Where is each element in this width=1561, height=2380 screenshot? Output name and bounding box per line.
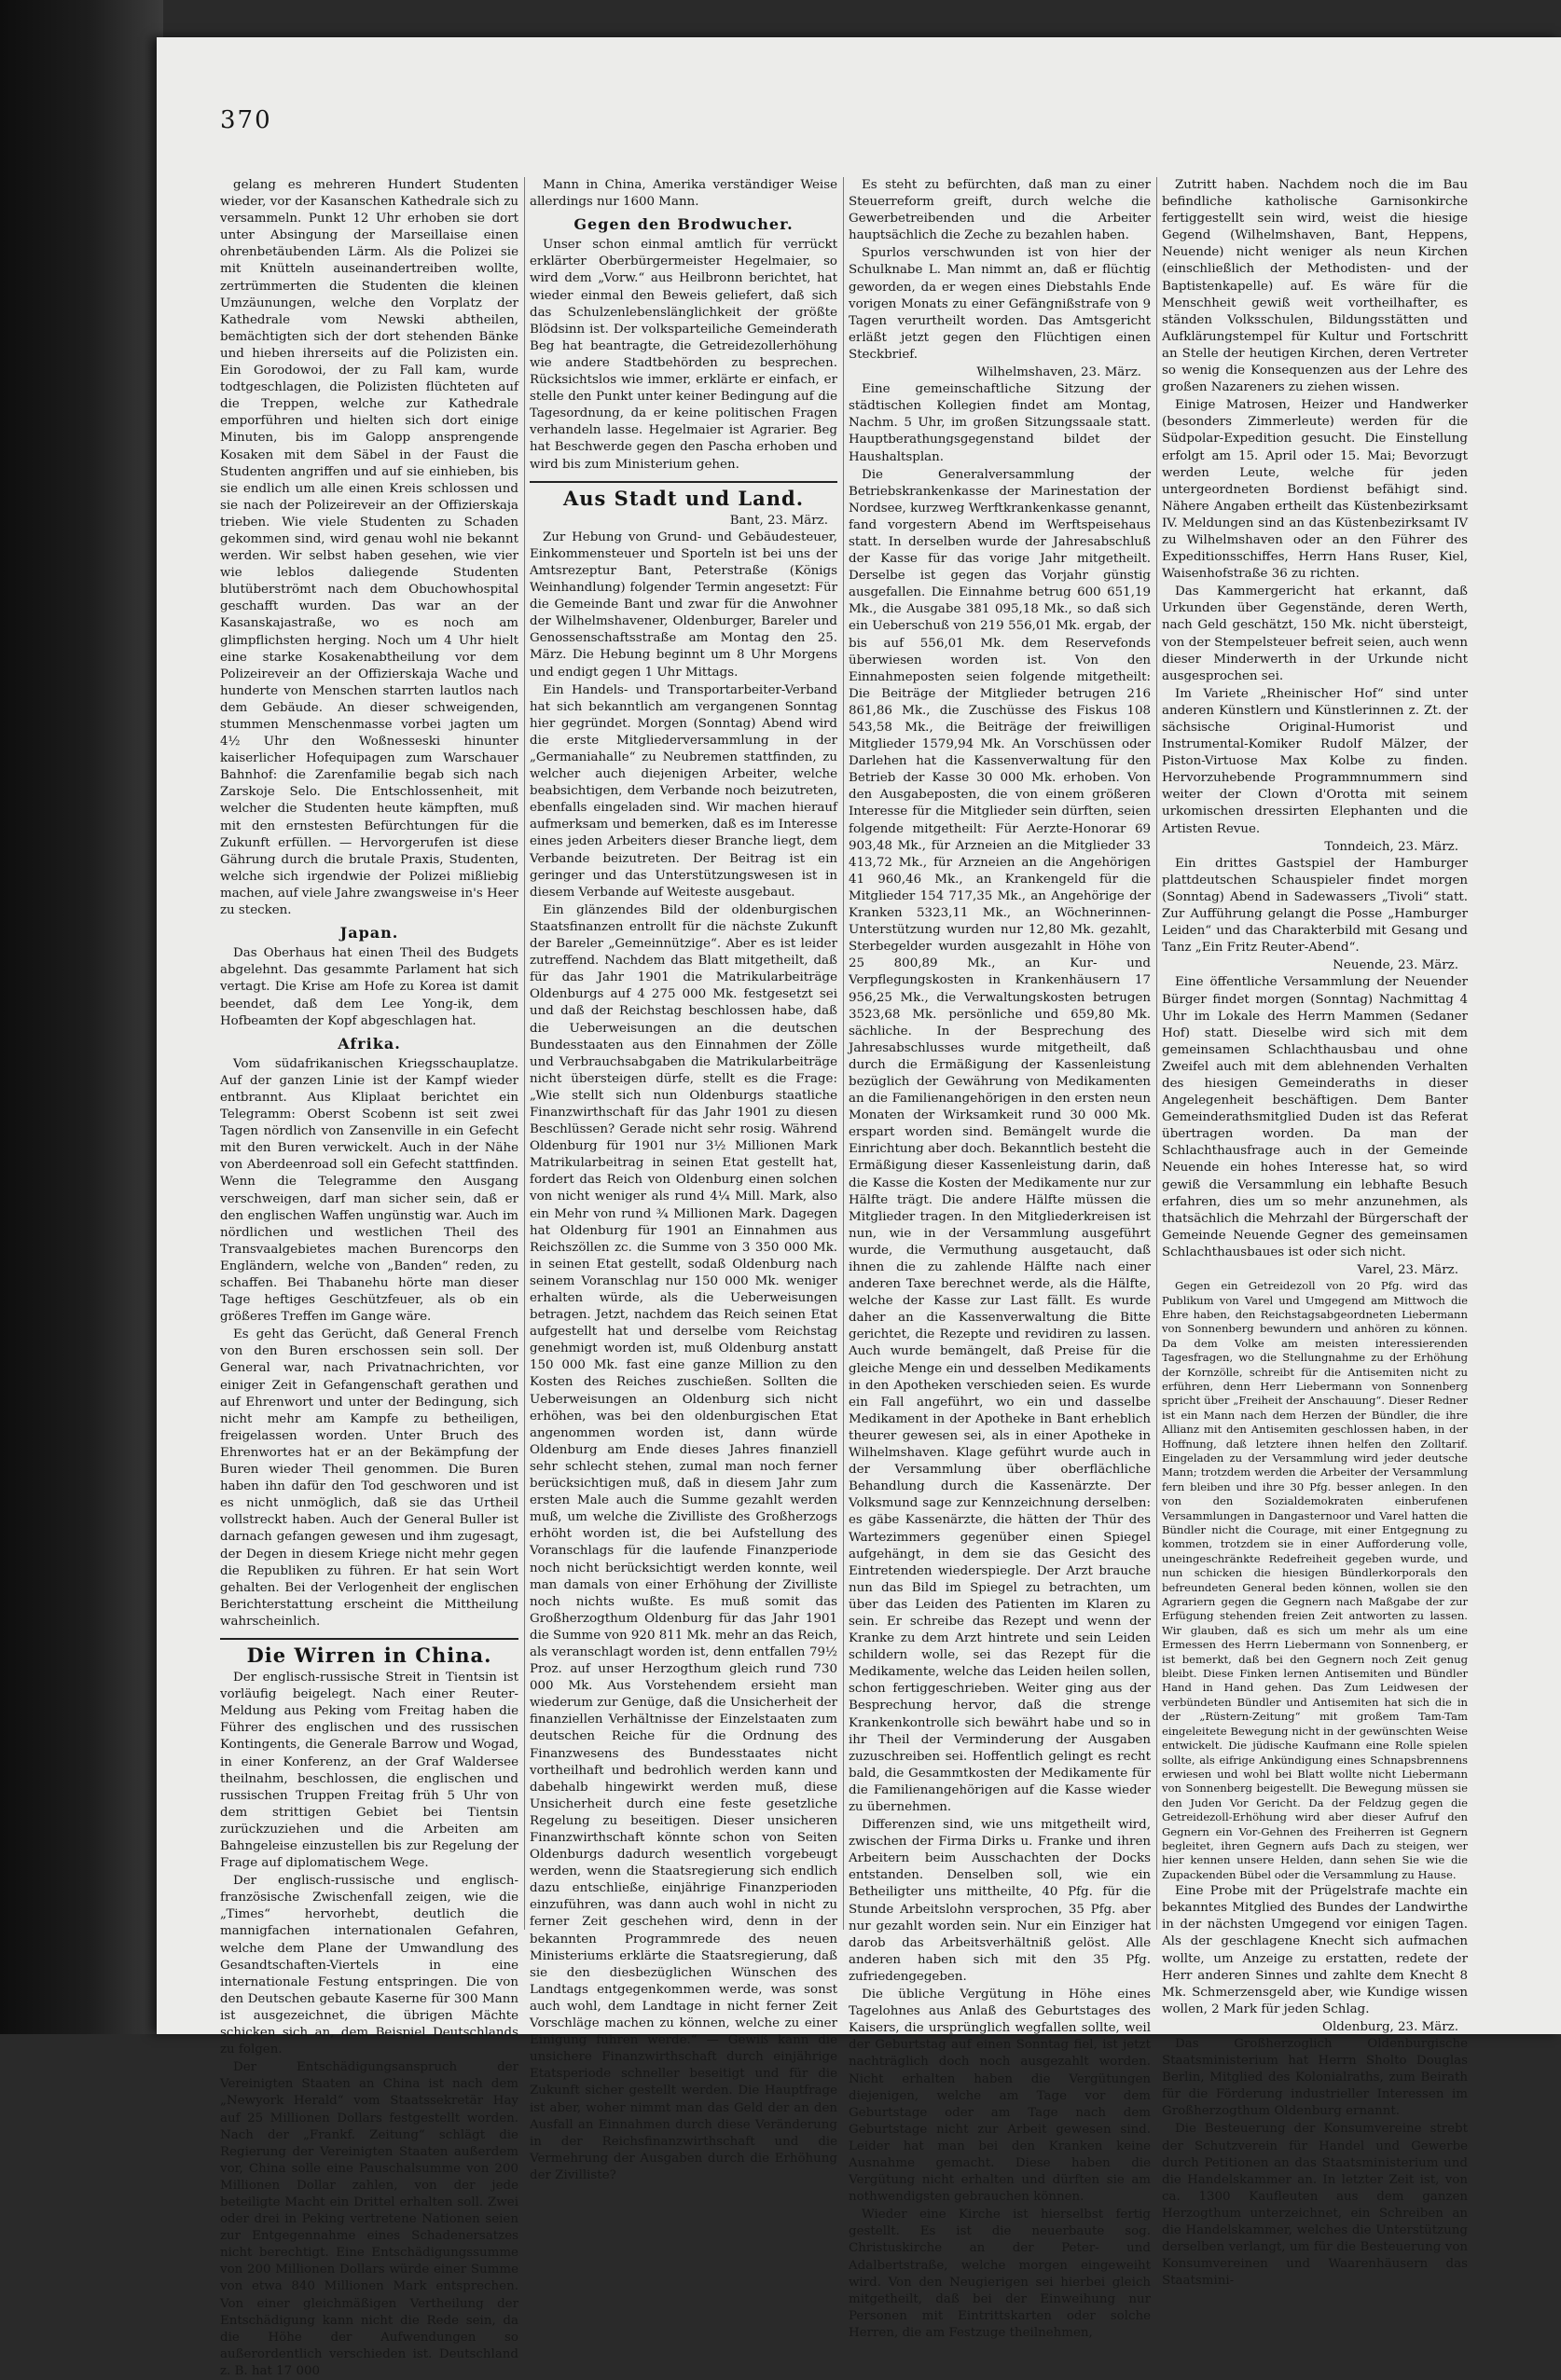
column-4 bbox=[1162, 177, 1468, 2289]
section-heading-japan: Japan. bbox=[339, 924, 399, 942]
column-rule bbox=[843, 177, 844, 1930]
section-heading-brodwucher: Gegen den Brodwucher. bbox=[573, 215, 794, 234]
page-number: 370 bbox=[220, 106, 272, 134]
article-paragraph: Die Besteuerung der Konsumvereine strebt der Schutzverein für Handel und Gewerbe durch Petitionen an das Staatsministerium und die Handelskammer an. In letzter Zeit ist, von ca. 1300 Kaufleuten aus dem ganzen Herzogthum unterzeichnet, ein Schreiben an die Handelskammer, welches die Unterstützung derselben verlangt, um für die Besteuerung von Konsumvereinen und Waarenhäusern das Staatsmini- bbox=[1162, 2122, 1468, 2289]
article-paragraph: Gegen ein Getreidezoll von 20 Pfg. wird das Publikum von Varel und Umgegend am Mittwoch die Ehre haben, den Reichstagsabgeordneten Liebermann von Sonnenberg bewundern und anhören zu können. Da dem Volke am meisten interessierenden Tagesfragen, wo die Stellungnahme zu der Erhöhung der Kornzölle, schreibt für die Antisemiten nicht zu erführen, denn Herr Liebermann von Sonnenberg spricht über „Freiheit der Anschauung“. Dieser Redner ist ein Mann nach dem Herzen der Bündler, die ihre Allianz mit den Antisemiten geschlossen haben, in der Hoffnung, daß letztere ihnen helfen den Zolltarif. Eingeladen zu der Versammlung wird jeder deutsche Mann; trotzdem werden die Arbeiter der Versammlung fern bleiben und ihre 30 Pfg. besser anlegen. In den von den Sozialdemokraten einberufenen Versammlungen in Dangasternoor und Varel hatten die Bündler nicht die Courage, mit einer Entgegnung zu kommen, trotzdem sie in einer Aufforderung volle, uneingeschränkte Redefreiheit gegeben wurde, und nun schicken die hiesigen Bündlerkorporals den befreundeten General beden können, wollen sie den Agrariern gegen die Gegnern nach Maßgabe der zur Erfügung stehenden freien Zeit antworten zu lassen. Wir glauben, daß es sich um mehr als um eine Ermessen des Herrn Liebermann von Sonnenberg, er ist bemerkt, daß bei den Gegnern noch Zeit genug bleibt. Diese Finken lernen Antisemiten und Bündler Hand in Hand gehen. Das Zum Leidwesen der verbündeten Bündler und Antisemiten hat sich die in der „Rüstern-Zeitung“ mit großem Tam-Tam eingeleitete Bewegung nicht in der gewünschten Weise entwickelt. Die jüdische Kaufmann eine Rolle spielen sollte, als eifrige Ankündigung eines Schnapsbrennens erwiesen und wohl bei Blatt wollte nicht Liebermann von Sonnenberg beigestellt. Die Bewegung müssen sie den Juden Vor Gericht. Da der Feldzug gegen die Getreidezoll-Erhöhung wird aber dieser Aufruf den Gegnern ein Vor-Gehnen des Freiherren ist Gegnern begleitet, ihren Gegnern aufs Dach zu steigen, wer hier kennen unsere Helden, dann sehen Sie wie die Zupackenden Bübel oder die Versammlung zu Hause. bbox=[1162, 1279, 1468, 1881]
column-1 bbox=[220, 177, 518, 2378]
article-paragraph: Im Variete „Rheinischer Hof“ sind unter anderen Künstlern und Künstlerinnen z. Zt. der sächsische Original-Humorist und Instrumental-Komiker Rudolf Mälzer, der Piston-Virtuose Max Kolbe zu finden. Hervorzuhebende Programmnummern sind weiter der Clown d'Orotta mit seinem urkomischen dressirten Elephanten und die Artisten Revue. bbox=[1162, 686, 1468, 836]
column-2 bbox=[530, 177, 838, 2182]
article-paragraph: Spurlos verschwunden ist von hier der Schulknabe L. Man nimmt an, daß er flüchtig geworden, da er wegen eines Diebstahls Ende vorigen Monats zu einer Gefängnißstrafe von 9 Tagen verurtheilt worden. Das Amtsgericht erläßt jetzt gegen den Flüchtigen einen Steckbrief. bbox=[849, 246, 1151, 362]
dateline: Oldenburg, 23. März. bbox=[1321, 2019, 1458, 2034]
article-paragraph: Vom südafrikanischen Kriegsschauplatze. Auf der ganzen Linie ist der Kampf wieder entbrannt. Aus Kliplaat berichtet ein Telegramm: Oberst Scobenn ist seit zwei Tagen nördlich von Zansenville in ein Gefecht mit den Buren verwickelt. Auch in der Nähe von Aberdeenroad soll ein Gefecht stattfinden. Wenn die Telegramme den Ausgang verschweigen, darf man sicher sein, daß er den englischen Waffen ungünstig war. Auch im nördlichen und westlichen Theil des Transvaalgebietes machen Burencorps den Engländern, welche von „Banden“ reden, zu schaffen. Bei Thabanehu hörte man dieser Tage heftiges Geschützfeuer, als ob ein größeres Treffen im Gange wäre. bbox=[220, 1056, 518, 1325]
article-paragraph: Eine Probe mit der Prügelstrafe machte ein bekanntes Mitglied des Bundes der Landwirthe in der nächsten Umgegend vor einigen Tagen. Als der geschlagene Knecht sich aufmachen wollte, um Anzeige zu erstatten, redete der Herr anderen Sinnes und zahlte dem Knecht 8 Mk. Schmerzensgeld aber, wie Kundige wissen wollen, 2 Mark für jeden Schlag. bbox=[1162, 1884, 1468, 2016]
article-paragraph: Eine gemeinschaftliche Sitzung der städtischen Kollegien findet am Montag, Nachm. 5 Uhr, im großen Sitzungssaale statt. Hauptberathungsgegenstand bildet der Haushaltsplan. bbox=[849, 382, 1151, 464]
column-rule bbox=[1156, 177, 1157, 1930]
article-paragraph: Einige Matrosen, Heizer und Handwerker (besonders Zimmerleute) werden für die Südpolar-Expedition gesucht. Die Einstellung erfolgt am 15. April oder 15. Mai; Bevorzugt werden Leute, welche für jeden untergeordneten Bordienst befähigt sind. Nähere Angaben ertheilt das Küstenbezirksamt IV. Meldungen sind an das Küstenbezirksamt IV zu Wilhelmshaven oder an den Führer des Expeditionsschiffes, Herrn Hans Ruser, Kiel, Waisenhofstraße 36 zu richten. bbox=[1162, 398, 1468, 582]
dateline: Wilhelmshaven, 23. März. bbox=[976, 365, 1141, 380]
article-paragraph: Das Großherzoglich Oldenburgische Staatsministerium hat Herrn Sholto Douglas Berlin, Mitglied des Kolonialraths, zum Beirath für die Förderung industrieller Interessen im Großherzogthum Oldenburg ernannt. bbox=[1162, 2037, 1468, 2119]
newspaper-page bbox=[157, 37, 1561, 2378]
article-paragraph: Der englisch-russische und englisch-französische Zwischenfall zeigen, wie die „Times“ hervorhebt, deutlich die mannigfachen internationalen Gefahren, welche dem Plane der Umwandlung des Gesandtschaften-Viertels in eine internationale Festung entspringen. Die von den Deutschen gebaute Kaserne für 300 Mann ist ausgezeichnet, die übrigen Mächte schicken sich an, dem Beispiel Deutschlands zu folgen. bbox=[220, 1874, 518, 2057]
article-paragraph: Es steht zu befürchten, daß man zu einer Steuerreform greift, durch welche die Gewerbetreibenden und die Arbeiter hauptsächlich die Zeche zu bezahlen haben. bbox=[849, 178, 1151, 243]
dateline: Tonndeich, 23. März. bbox=[1324, 839, 1458, 854]
article-paragraph: Differenzen sind, wie uns mitgetheilt wird, zwischen der Firma Dirks u. Franke und ihren Arbeitern beim Ausschachten der Docks entstanden. Denselben soll, wie ein Betheiligter uns mittheilte, 40 Pfg. für die Stunde Arbeitslohn versprochen, 35 Pfg. aber nur gezahlt worden sein. Nur ein Einziger hat darob das Arbeitsverhältniß gelöst. Alle anderen haben sich mit den 35 Pfg. zufriedengegeben. bbox=[849, 1818, 1151, 1984]
dateline: Bant, 23. März. bbox=[729, 513, 828, 528]
article-paragraph: Die übliche Vergütung in Höhe eines Tagelohnes aus Anlaß des Geburtstages des Kaisers, die ursprünglich wegfallen sollte, weil der Geburtstag auf einen Sonntag fiel, ist jetzt nachträglich doch noch ausgezahlt worden. Nicht erhalten haben die Vergütungen diejenigen, welche am Tage vor dem Geburtstage oder am Tage nach dem Geburtstage nicht zur Arbeit gewesen sind. Leider hat man bei den Kranken keine Ausnahme gemacht. Diese haben die Vergütung nicht erhalten und dürften sie am nothwendigsten gebrauchen können. bbox=[849, 1988, 1151, 2205]
article-paragraph: Unser schon einmal amtlich für verrückt erklärter Oberbürgermeister Hegelmaier, so wird dem „Vorw.“ aus Heilbronn berichtet, hat wieder einmal den Beweis geliefert, daß sich das Schulzenlebenslänglichkeit der größte Blödsinn ist. Der volksparteiliche Gemeinderath Beg hat beantragte, die Getreidezollerhöhung wie andere Stadtbehörden zu besprechen. Rücksichtslos wie immer, erklärte er einfach, er stelle den Punkt unter keiner Bedingung auf die Tagesordnung, da er keine politischen Fragen verhandeln lasse. Hegelmaier ist Agrarier. Beg hat Beschwerde gegen den Pascha erhoben und wird bis zum Ministerium gehen. bbox=[530, 238, 837, 472]
article-paragraph: Wieder eine Kirche ist hierselbst fertig gestellt. Es ist die neuerbaute sog. Christuskirche an der Peter- und Adalbertstraße, welche morgen eingeweiht wird. Von den Neugierigen sei hierbei gleich mitgetheilt, daß bei der Einweihung nur Personen mit Eintrittskarten oder solche Herren, die am Festzuge theilnehmen, bbox=[849, 2208, 1151, 2340]
article-paragraph: Das Oberhaus hat einen Theil des Budgets abgelehnt. Das gesammte Parlament hat sich vertagt. Die Krise am Hofe zu Korea ist damit beendet, daß dem Lee Yong-ik, dem Hofbeamten der Kopf abgeschlagen hat. bbox=[220, 946, 518, 1028]
article-paragraph: Der englisch-russische Streit in Tientsin ist vorläufig beigelegt. Nach einer Reuter-Meldung aus Peking vom Freitag haben die Führer des englischen und des russischen Kontingents, die Generale Barrow und Wogad, in einer Konferenz, an der Graf Waldersee theilnahm, beschlossen, die englischen und russischen Truppen Freitag früh 5 Uhr von dem strittigen Gebiet bei Tientsin zurückzuziehen und die Arbeiten am Bahngeleise einzustellen bis zur Regelung der Frage auf diplomatischem Wege. bbox=[220, 1671, 518, 1871]
column-3 bbox=[849, 177, 1151, 2340]
article-paragraph: Zur Hebung von Grund- und Gebäudesteuer, Einkommensteuer und Sporteln ist bei uns der Amtsrezeptur Bant, Peterstraße (Königs Weinhandlung) folgender Termin angesetzt: Für die Gemeinde Bant und zwar für die Anwohner der Wilhelmshavener, Oldenburger, Bareler und Genossenschaftsstraße am Montag den 25. März. Die Hebung beginnt um 8 Uhr Morgens und endigt gegen 1 Uhr Mittags. bbox=[530, 530, 837, 680]
section-heading-china: Die Wirren in China. bbox=[220, 1638, 518, 1664]
article-paragraph: Zutritt haben. Nachdem noch die im Bau befindliche katholische Garnisonkirche fertiggestellt sein wird, weist die hiesige Gegend (Wilhelmshaven, Bant, Heppens, Neuende) nicht weniger als neun Kirchen (einschließlich der Methodisten- und der Baptistenkapelle) auf. Es wäre für die Menschheit gewiß weit vortheilhafter, es ständen Volksschulen, Bildungsstätten und Aufklärungstempel für Kultur und Fortschritt an Stelle der heutigen Kirchen, deren Vertreter so wenig die Konsequenzen aus der Lehre des großen Nazareners zu ziehen wissen. bbox=[1162, 178, 1468, 395]
article-paragraph: Das Kammergericht hat erkannt, daß Urkunden über Gegenstände, deren Werth, nach Geld geschätzt, 150 Mk. nicht übersteigt, von der Stempelsteuer befreit seien, auch wenn dieser Minderwerth in der Urkunde nicht ausgesprochen sei. bbox=[1162, 585, 1468, 683]
article-paragraph: Ein drittes Gastspiel der Hamburger plattdeutschen Schauspieler findet morgen (Sonntag) Abend in Sadewassers „Tivoli“ statt. Zur Aufführung gelangt die Posse „Hamburger Leiden“ und das Charakterbild mit Gesang und Tanz „Ein Fritz Reuter-Abend“. bbox=[1162, 856, 1468, 956]
section-heading-stadt-und-land: Aus Stadt und Land. bbox=[530, 481, 837, 507]
article-paragraph: Eine öffentliche Versammlung der Neuender Bürger findet morgen (Sonntag) Nachmittag 4 Uhr im Lokale des Herrn Mammen (Sedaner Hof) statt. Dieselbe wird sich mit dem gemeinsamen Schlachthausbau und ohne Zweifel auch mit dem ablehnenden Verhalten des hiesigen Gemeinderaths in dieser Angelegenheit beschäftigen. Dem Banter Gemeinderathsmitglied Duden ist das Referat übertragen worden. Da man der Schlachthausfrage auch in der Gemeinde Neuende ein hohes Interesse hat, so wird gewiß die Versammlung ein lebhafte Besuch erfahren, dies um so mehr anzunehmen, als thatsächlich die Mehrzahl der Bürgerschaft der Gemeinde Neuende Gegner des gemeinsamen Schlachthausbaues ist oder sich nicht. bbox=[1162, 975, 1468, 1259]
article-paragraph: gelang es mehreren Hundert Studenten wieder, vor der Kasanschen Kathedrale sich zu versammeln. Punkt 12 Uhr erhoben sie dort unter Absingung der Marseillaise einen ohrenbetäubenden Lärm. Als die Polizei sie mit Knütteln auseinandertreiben wollte, zertrümmerten die Studenten die kleinen Umzäunungen, welche den Vorplatz der Kathedrale vom Newski abtheilen, bemächtigten sich der dort stehenden Bänke und hieben ihrerseits auf die Polizisten ein. Ein Gorodowoi, der zu Fall kam, wurde todtgeschlagen, die Polizisten flüchteten auf die Treppen, welche zur Kathedrale emporführen und hielten sich dort einige Minuten, bis im Galopp ansprengende Kosaken mit dem Säbel in der Faust die Studenten angriffen und auf sie einhieben, bis sie endlich um alle einen Kreis schlossen und sie nach der Polizeireveir an der Offizierskaja trieben. Wie viele Studenten zu Schaden gekommen sind, wird genau wohl nie bekannt werden. Wir selbst haben gesehen, wie vier wie leblos daliegende Studenten blutüberströmt nach dem Obuchowhospital geschafft wurden. Das war an der Kasanskajastraße, wo es noch am glimpflichsten herging. Noch um 4 Uhr hielt eine starke Kosakenabtheilung vor dem Polizeireveir an der Offizierskaja Wache und hunderte von Menschen starrten lautlos nach dem Gebäude. An dieser schweigenden, stummen Menschenmasse vorbei jagten um 4½ Uhr den Woßnesseski hinunter kaiserlicher Hofequipagen zum Warschauer Bahnhof: die Zarenfamilie begab sich nach Zarskoje Selo. Die Entschlossenheit, mit welcher die Studenten heute kämpften, muß mit den ernstesten Befürchtungen für die Zukunft erfüllen. — Hervorgerufen ist diese Gährung durch die brutale Praxis, Studenten, welche sich irgendwie der Polizei mißliebig machen, auf viele Jahre zwangsweise in's Heer zu stecken. bbox=[220, 178, 518, 918]
article-paragraph: Ein glänzendes Bild der oldenburgischen Staatsfinanzen entrollt für die nächste Zukunft der Bareler „Gemeinnützige“. Aber es ist leider zutreffend. Nachdem das Blatt mitgetheilt, daß für das Jahr 1901 die Matrikularbeiträge Oldenburgs auf 4 275 000 Mk. festgesetzt sei und daß der Reichstag beschlossen habe, daß die Ueberweisungen an die deutschen Bundesstaaten aus den Einnahmen der Zölle und Verbrauchsabgaben die Matrikularbeiträge nicht übersteigen dürfe, stellt es die Frage: „Wie stellt sich nun Oldenburgs staatliche Finanzwirthschaft für das Jahr 1901 zu diesen Beschlüssen? Gerade nicht sehr rosig. Während Oldenburg für 1901 nur 3½ Millionen Mark Matrikularbeitrag in seinen Etat gestellt hat, fordert das Reich von Oldenburg einen solchen von nicht weniger als rund 4¼ Mill. Mark, also ein Mehr von rund ¾ Millionen Mark. Dagegen hat Oldenburg für 1901 an Einnahmen aus Reichszöllen zc. die Summe von 3 350 000 Mk. in seinen Etat gestellt, sodaß Oldenburg nach seinem Voranschlag nur 150 000 Mk. weniger erhalten würde, als die Ueberweisungen betragen. Jetzt, nachdem das Reich seinen Etat aufgestellt hat und derselbe vom Reichstag genehmigt worden ist, muß Oldenburg anstatt 150 000 Mk. fast eine ganze Million zu den Kosten des Reiches zuschießen. Sollten die Ueberweisungen an Oldenburg sich nicht erhöhen, was bei den oldenburgischen Etat angenommen worden ist, dann würde Oldenburg am Ende dieses Jahres finanziell sehr schlecht stehen, zumal man noch ferner berücksichtigen muß, daß in diesem Jahr zum ersten Male auch die Summe gezahlt werden muß, um welche die Zivilliste des Großherzogs erhöht worden ist, die bei Aufstellung des Voranschlags für die laufende Finanzperiode noch nicht berücksichtigt werden konnte, weil man damals von einer Erhöhung der Zivilliste noch nichts wußte. Es muß somit das Großherzogthum Oldenburg für das Jahr 1901 die Summe von 920 811 Mk. mehr an das Reich, als veranschlagt worden ist, denn entfallen 79½ Proz. auf unser Herzogthum gleich rund 730 000 Mk. Aus Vorstehendem ersieht man wiederum zur Genüge, daß die Unsicherheit der finanziellen Verhältnisse der Einzelstaaten zum deutschen Reiche für die Ordnung des Finanzwesens des Bundesstaates nicht vortheilhaft und bedrohlich werden kann und dabehalb hingewirkt werden muß, diese Unsicherheit durch eine feste gesetzliche Regelung zu beseitigen. Dieser unsicheren Finanzwirthschaft könnte schon von Seiten Oldenburgs dadurch wesentlich vorgebeugt werden, wenn die Staatsregierung sich endlich dazu entschließe, einjährige Finanzperioden einzuführen, was dann auch wohl in nicht zu ferner Zeit geschehen wird, denn in der bekannten Programmrede des neuen Ministeriums erklärte die Staatsregierung, daß sie den diesbezüglichen Wünschen des Landtags entgegenkommen werde, was sonst auch wohl, dem Landtage in nicht ferner Zeit Vorschläge machen zu können, welche zu einer Einigung führen werde.“ — Gewiß kann die unsichere Finanzwirthschaft durch einjährige Etatsperiode schneller beseitigt und für die Zukunft sicher gestellt werden. Die Hauptfrage ist aber, woher nimmt man das Geld der an den Ausfall an Einnahmen durch diese Veränderung in der Reichsfinanzwirthschaft und die Vermehrung der Ausgaben durch die Erhöhung der Zivilliste? bbox=[530, 902, 838, 2182]
article-paragraph: Der Entschädigungsanspruch der Vereinigten Staaten an China ist nach dem „Newyork Herald“ vom Staatssekretär Hay auf 25 Millionen Dollars festgestellt worden. Nach der „Frankf. Zeitung“ schlägt die Regierung der Vereinigten Staaten außerdem vor, China solle eine Pauschalsumme von 200 Millionen Dollar zahlen, von der jede beteiligte Macht ein Drittel erhalten soll. Zwei oder drei in Peking vertretene Nationen seien zur Entgegennahme eines Schadenersatzes nicht berechtigt. Eine Entschädigungssumme von 200 Millionen Dollars würde einer Summe von etwa 840 Millionen Mark entsprechen. Von einer gleichmäßigen Vertheilung der Entschädigung kann nicht die Rede sein, da die Höhe der Aufwendungen so außerordentlich verschieden ist. Deutschland z. B. hat 17 000 bbox=[220, 2060, 518, 2378]
section-heading-afrika: Afrika. bbox=[338, 1034, 401, 1052]
dateline: Neuende, 23. März. bbox=[1333, 958, 1458, 973]
dateline: Varel, 23. März. bbox=[1357, 1263, 1458, 1277]
article-paragraph: Mann in China, Amerika verständiger Weise allerdings nur 1600 Mann. bbox=[530, 178, 837, 210]
article-paragraph: Ein Handels- und Transportarbeiter-Verband hat sich bekanntlich am vergangenen Sonntag hier gegründet. Morgen (Sonntag) Abend wird die erste Mitgliederversammlung in der „Germaniahalle“ zu Neubremen stattfinden, zu welcher auch diejenigen Arbeiter, welche beabsichtigen, dem Verbande noch beizutreten, ebenfalls eingeladen sind. Wir machen hierauf aufmerksam und bemerken, daß es im Interesse eines jeden Arbeiters dieser Branche liegt, dem Verbande beizutreten. Der Beitrag ist ein geringer und das Unterstützungswesen ist in diesem Verbande auf Weiteste ausgebaut. bbox=[530, 682, 837, 900]
article-paragraph: Die Generalversammlung der Betriebskrankenkasse der Marinestation der Nordsee, kurzweg Werftkrankenkasse genannt, fand vorgestern Abend im Werftspeisehaus statt. In derselben wurde der Jahresabschluß der Kasse für das vorige Jahr mitgetheilt. Derselbe ist gegen das Vorjahr günstig ausgefallen. Die Einnahme betrug 600 651,19 Mk., die Ausgabe 381 095,18 Mk., so daß sich ein Ueberschuß von 219 556,01 Mk. ergab, der bis auf 556,01 Mk. dem Reservefonds überwiesen worden ist. Von den Einnahmeposten seien folgende mitgetheilt: Die Beiträge der Mitglieder betrugen 216 861,86 Mk., die Zuschüsse des Fiskus 108 543,58 Mk., die Beiträge der freiwilligen Mitglieder 1579,94 Mk. An Vorschüssen oder Darlehen hat die Kassenverwaltung für den Betrieb der Kasse 30 000 Mk. erhoben. Von den Ausgabeposten, die von einem größeren Interesse für die Mitglieder sein dürften, seien folgende mitgetheilt: Für Aerzte-Honorar 69 903,48 Mk., für Arzneien an die Mitglieder 33 413,72 Mk., für Arzneien an die Angehörigen 41 960,46 Mk., an Krankengeld für die Mitglieder 154 717,35 Mk., an Angehörige der Kranken 5323,11 Mk., an Wöchnerinnen-Unterstützung wurden nur 12,80 Mk. gezahlt, Sterbegelder wurden ausgezahlt in Höhe von 25 800,89 Mk., an Kur- und Verpflegungskosten in Krankenhäusern 17 956,25 Mk., die Verwaltungskosten betrugen 3523,68 Mk. persönliche und 659,80 Mk. sächliche. In der Besprechung des Jahresabschlusses wurde mitgetheilt, daß durch die Ermäßigung der Kassenleistung bezüglich der Gewährung von Medikamenten an die Familienangehörigen in den ersten neun Monaten der Wirksamkeit rund 30 000 Mk. erspart worden sind. Bemängelt wurde die Einrichtung aber doch. Bekanntlich besteht die Ermäßigung dieser Kassenleistung darin, daß die Kasse die Kosten der Medikamente nur zur Hälfte trägt. Die andere Hälfte müssen die Mitglieder tragen. In den Mitgliederkreisen ist nun, wie in der Versammlung ausgeführt wurde, die Vermuthung ausgetaucht, daß ihnen die zu zahlende Hälfte nach einer anderen Taxe berechnet werde, als die Hälfte, welche der Kasse zur Last fällt. Es wurde daher an die Kassenverwaltung die Bitte gerichtet, die Rezepte und revidiren zu lassen. Auch wurde bemängelt, daß Preise für die gleiche Menge ein und desselben Medikaments in den Apotheken verschieden seien. Es wurde ein Fall angeführt, wo ein und dasselbe Medikament in der Apotheke in Bant erheblich theurer gewesen sei, als in einer Apotheke in Wilhelmshaven. Klage geführt wurde auch in der Versammlung über oberflächliche Behandlung durch die Kassenärzte. Der Volksmund sage zur Kennzeichnung derselben: es gäbe Kassenärzte, die hätten der Thür des Wartezimmers gegenüber einen Spiegel aufgehängt, in dem sie das Gesicht des Eintretenden wiederspiegle. Der Arzt brauche nun das Bild im Spiegel zu betrachten, um über das Leiden des Patienten im Klaren zu sein. Er schreibe das Rezept und wenn der Kranke zu dem Arzt hintrete und sein Leiden schildern wolle, sei das Rezept für die Medikamente, welche das Leiden heilen sollen, schon fertiggeschrieben. Weiter ging aus der Besprechung hervor, daß die strenge Krankenkontrolle sich bewährt habe und so in ihr Theil der Verminderung der Ausgaben zuzuschreiben sei. Hoffentlich gelingt es recht bald, die Gesammtkosten der Medikamente für die Familienangehörigen auf die Kasse wieder zu übernehmen. bbox=[849, 467, 1151, 1814]
column-rule bbox=[524, 177, 525, 1930]
article-paragraph: Es geht das Gerücht, daß General French von den Buren erschossen sein soll. Der General war, nach Privatnachrichten, vor einiger Zeit in Gefangenschaft gerathen und auf Ehrenwort und unter der Bedingung, sich nicht mehr am Kampfe zu betheiligen, freigelassen worden. Unter Bruch des Ehrenwortes hat er an der Bekämpfung der Buren wieder Theil genommen. Die Buren haben ihn dafür den Tod geschworen und ist es nicht unmöglich, daß sie das Urtheil vollstreckt haben. Auch der General Buller ist darnach gefangen gewesen und ihm zugesagt, der Degen in diesem Kriege nicht mehr gegen die Republiken zu führen. Er hat sein Wort gehalten. Bei der Verlogenheit der englischen Berichterstattung erscheint die Mittheilung wahrscheinlich. bbox=[220, 1328, 518, 1629]
book-binding bbox=[0, 0, 163, 2034]
